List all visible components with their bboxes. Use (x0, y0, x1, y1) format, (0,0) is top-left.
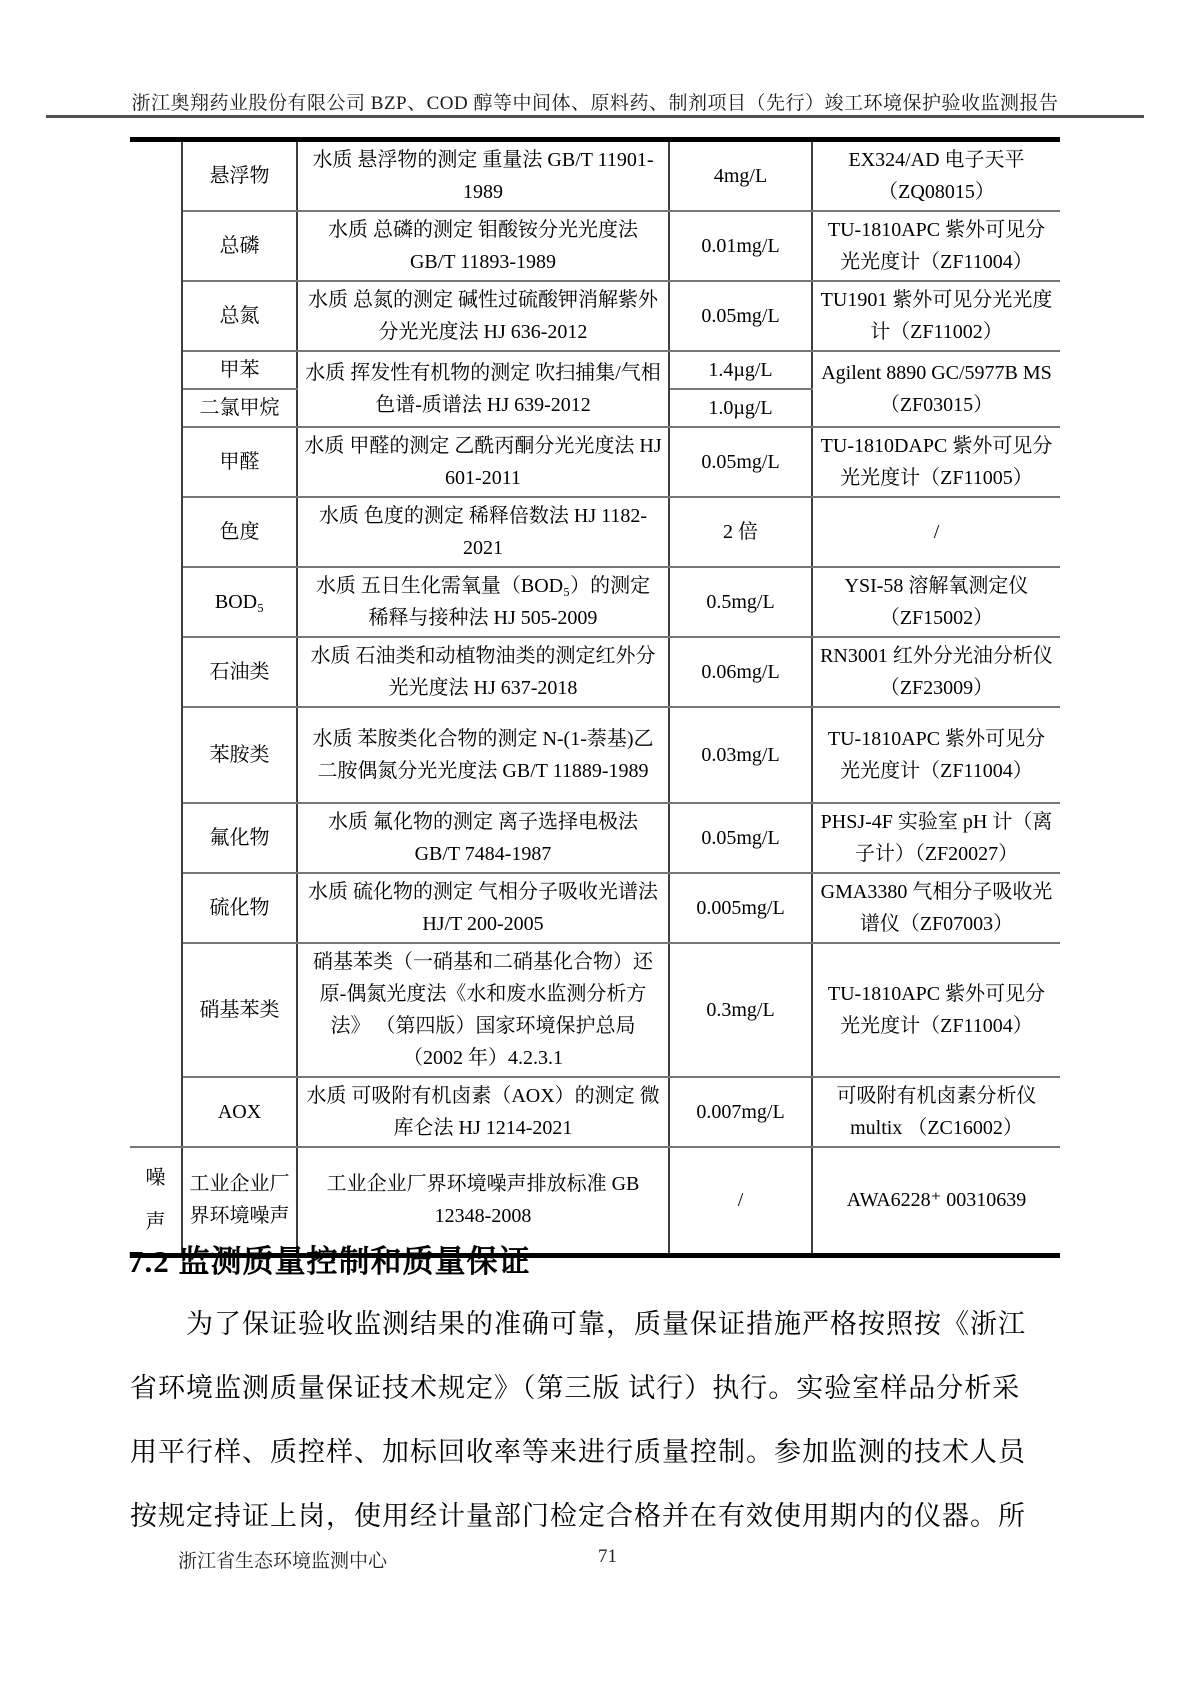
header-divider (46, 115, 1144, 118)
footer-page-number: 71 (598, 1546, 617, 1567)
table-row (130, 803, 1060, 873)
cell-detection-limit: 0.5mg/L (669, 567, 812, 637)
cell-instrument: RN3001 红外分光油分析仪（ZF23009） (812, 637, 1060, 707)
paragraph-line-4: 按规定持证上岗，使用经计量部门检定合格并在有效使用期内的仪器。所 (130, 1501, 1026, 1531)
paragraph-line-2: 省环境监测质量保证技术规定》（第三版 试行）执行。实验室样品分析采 (130, 1373, 1021, 1403)
cell-parameter: 二氯甲烷 (182, 389, 297, 427)
monitoring-methods-table (130, 137, 1060, 1258)
paragraph-line-3: 用平行样、质控样、加标回收率等来进行质量控制。参加监测的技术人员 (130, 1437, 1026, 1467)
cell-method-standard: 水质 色度的测定 稀释倍数法 HJ 1182-2021 (297, 497, 669, 567)
cell-method-standard: 水质 苯胺类化合物的测定 N-(1-萘基)乙二胺偶氮分光光度法 GB/T 11889-1989 (297, 707, 669, 803)
cell-instrument: 可吸附有机卤素分析仪 multix （ZC16002） (812, 1077, 1060, 1147)
cell-detection-limit: 0.03mg/L (669, 707, 812, 803)
cell-detection-limit: 1.0µg/L (669, 389, 812, 427)
cell-method-standard: 水质 五日生化需氧量（BOD₅）的测定 稀释与接种法 HJ 505-2009 (297, 567, 669, 637)
table-row (130, 873, 1060, 943)
cell-category-continued (130, 140, 182, 1148)
cell-instrument: TU-1810APC 紫外可见分光光度计（ZF11004） (812, 943, 1060, 1077)
cell-detection-limit: 4mg/L (669, 140, 812, 212)
table-row (130, 567, 1060, 637)
cell-detection-limit: 0.05mg/L (669, 281, 812, 351)
table-row (130, 211, 1060, 281)
cell-parameter: 硫化物 (182, 873, 297, 943)
cell-method-standard: 水质 甲醛的测定 乙酰丙酮分光光度法 HJ 601-2011 (297, 427, 669, 497)
cell-parameter: 甲苯 (182, 351, 297, 389)
cell-instrument: TU-1810APC 紫外可见分光光度计（ZF11004） (812, 707, 1060, 803)
cell-parameter: BOD₅ (182, 567, 297, 637)
table-row (130, 637, 1060, 707)
cell-method-standard: 水质 硫化物的测定 气相分子吸收光谱法 HJ/T 200-2005 (297, 873, 669, 943)
cell-instrument: TU-1810DAPC 紫外可见分光光度计（ZF11005） (812, 427, 1060, 497)
cell-parameter: 甲醛 (182, 427, 297, 497)
cell-parameter: 悬浮物 (182, 140, 297, 212)
cell-parameter: 硝基苯类 (182, 943, 297, 1077)
cell-instrument: Agilent 8890 GC/5977B MS（ZF03015） (812, 351, 1060, 427)
cell-method-standard: 水质 石油类和动植物油类的测定红外分光光度法 HJ 637-2018 (297, 637, 669, 707)
cell-instrument: YSI-58 溶解氧测定仪（ZF15002） (812, 567, 1060, 637)
cell-parameter: 色度 (182, 497, 297, 567)
table-row (130, 427, 1060, 497)
paragraph-line-1: 为了保证验收监测结果的准确可靠，质量保证措施严格按照按《浙江 (186, 1309, 1026, 1339)
footer-organization: 浙江省生态环境监测中心 (178, 1551, 388, 1572)
cell-detection-limit: 0.05mg/L (669, 803, 812, 873)
cell-instrument: / (812, 497, 1060, 567)
table-row (130, 140, 1060, 212)
table-row (130, 281, 1060, 351)
table-row (130, 351, 1060, 389)
cell-parameter: 苯胺类 (182, 707, 297, 803)
cell-detection-limit: 0.06mg/L (669, 637, 812, 707)
cell-method-standard: 水质 悬浮物的测定 重量法 GB/T 11901-1989 (297, 140, 669, 212)
cell-parameter: 工业企业厂界环境噪声 (182, 1147, 297, 1255)
methods-table-body (130, 140, 1060, 1256)
cell-detection-limit: 0.01mg/L (669, 211, 812, 281)
cell-parameter: 总磷 (182, 211, 297, 281)
cell-detection-limit: 0.3mg/L (669, 943, 812, 1077)
cell-detection-limit: 2 倍 (669, 497, 812, 567)
table-row (130, 707, 1060, 803)
cell-instrument: PHSJ-4F 实验室 pH 计（离子计）（ZF20027） (812, 803, 1060, 873)
cell-parameter: 石油类 (182, 637, 297, 707)
cell-instrument: TU1901 紫外可见分光光度计（ZF11002） (812, 281, 1060, 351)
cell-parameter: 总氮 (182, 281, 297, 351)
cell-instrument: EX324/AD 电子天平（ZQ08015） (812, 140, 1060, 212)
cell-method-standard: 硝基苯类（一硝基和二硝基化合物）还原-偶氮光度法《水和废水监测分析方法》 （第四版）国家环境保护总局（2002 年）4.2.3.1 (297, 943, 669, 1077)
section-heading: 7.2 监测质量控制和质量保证 (128, 1244, 531, 1279)
cell-instrument: TU-1810APC 紫外可见分光光度计（ZF11004） (812, 211, 1060, 281)
category-label: 噪声 (145, 1167, 166, 1234)
cell-parameter: AOX (182, 1077, 297, 1147)
cell-method-standard: 水质 总磷的测定 钼酸铵分光光度法 GB/T 11893-1989 (297, 211, 669, 281)
cell-detection-limit: 0.05mg/L (669, 427, 812, 497)
page-header-title: 浙江奥翔药业股份有限公司 BZP、COD 醇等中间体、原料药、制剂项目（先行）竣工环境保护验收监测报告 (131, 93, 1059, 114)
cell-method-standard: 水质 氟化物的测定 离子选择电极法 GB/T 7484-1987 (297, 803, 669, 873)
table-row (130, 1077, 1060, 1147)
cell-method-standard: 水质 挥发性有机物的测定 吹扫捕集/气相色谱-质谱法 HJ 639-2012 (297, 351, 669, 427)
cell-method-standard: 水质 可吸附有机卤素（AOX）的测定 微库仑法 HJ 1214-2021 (297, 1077, 669, 1147)
cell-detection-limit: 0.007mg/L (669, 1077, 812, 1147)
cell-instrument: AWA6228⁺ 00310639 (812, 1147, 1060, 1255)
cell-detection-limit: / (669, 1147, 812, 1255)
cell-detection-limit: 0.005mg/L (669, 873, 812, 943)
cell-method-standard: 工业企业厂界环境噪声排放标准 GB 12348-2008 (297, 1147, 669, 1255)
cell-parameter: 氟化物 (182, 803, 297, 873)
cell-detection-limit: 1.4µg/L (669, 351, 812, 389)
cell-instrument: GMA3380 气相分子吸收光谱仪（ZF07003） (812, 873, 1060, 943)
cell-method-standard: 水质 总氮的测定 碱性过硫酸钾消解紫外分光光度法 HJ 636-2012 (297, 281, 669, 351)
table-row (130, 943, 1060, 1077)
table-row (130, 497, 1060, 567)
